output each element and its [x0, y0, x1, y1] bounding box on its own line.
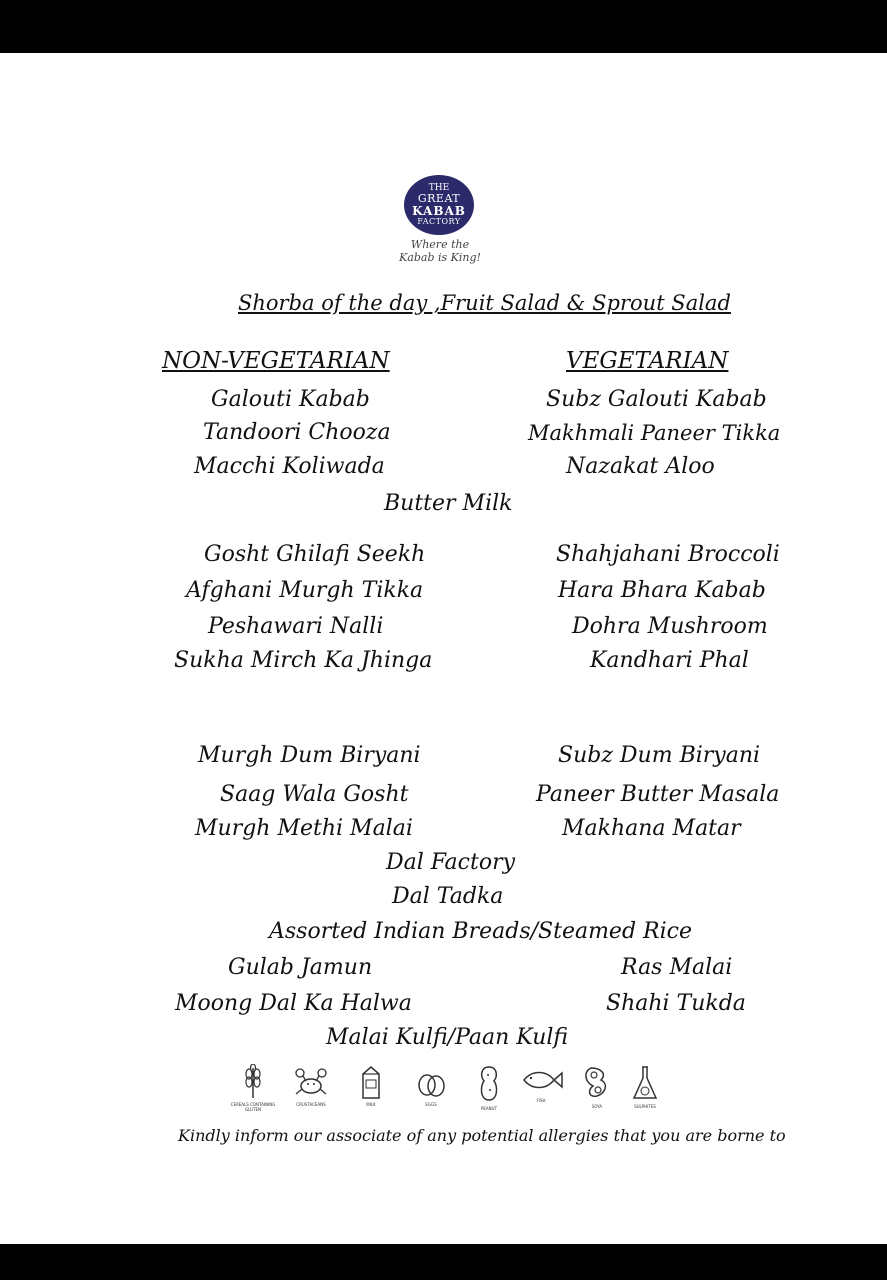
- allergen-gluten: [228, 1064, 278, 1112]
- logo-line-2: GREAT: [417, 192, 461, 205]
- veg-heading: VEGETARIAN: [566, 348, 729, 374]
- logo-tagline: [370, 238, 510, 264]
- kulfi-item: Malai Kulfi/Paan Kulfi: [326, 1025, 569, 1050]
- menu-item: Subz Dum Biryani: [558, 743, 761, 768]
- allergen-icons: [228, 1064, 668, 1124]
- menu-item: Shahjahani Broccoli: [556, 542, 780, 567]
- allergen-crustaceans: [286, 1064, 336, 1107]
- menu-item: Nazakat Aloo: [566, 454, 715, 479]
- egg-icon: [414, 1064, 448, 1100]
- crab-icon: [294, 1064, 328, 1100]
- menu-item: Murgh Dum Biryani: [198, 743, 421, 768]
- fish-icon: [518, 1064, 564, 1096]
- allergen-label: SULPHITES: [634, 1104, 656, 1109]
- menu-item: Dal Factory: [386, 850, 516, 875]
- allergy-note: Kindly inform our associate of any potential allergies that you are borne to: [178, 1126, 786, 1145]
- menu-item: Gulab Jamun: [228, 955, 373, 980]
- allergen-label: CEREALS CONTAINING GLUTEN: [230, 1102, 276, 1112]
- menu-item: Kandhari Phal: [590, 648, 749, 673]
- menu-item: Moong Dal Ka Halwa: [175, 991, 412, 1016]
- logo-line-3: KABAB: [412, 204, 466, 218]
- allergen-sulphites: [620, 1064, 670, 1109]
- menu-item: Peshawari Nalli: [208, 614, 384, 639]
- menu-item: Shahi Tukda: [606, 991, 746, 1016]
- non-veg-heading: NON-VEGETARIAN: [162, 348, 390, 374]
- menu-item: Dal Tadka: [392, 884, 504, 909]
- allergen-soy: [572, 1064, 622, 1109]
- logo-line-4: FACTORY: [417, 217, 461, 226]
- allergen-fish: [516, 1064, 566, 1103]
- milk-carton-icon: [356, 1064, 386, 1100]
- allergen-label: CRUSTACEANS: [296, 1102, 326, 1107]
- allergen-eggs: [406, 1064, 456, 1107]
- menu-item: Macchi Koliwada: [194, 454, 385, 479]
- soup-salad-line: Shorba of the day ,Fruit Salad & Sprout Salad: [238, 291, 731, 315]
- menu-item: Subz Galouti Kabab: [546, 387, 767, 412]
- breads-rice-item: Assorted Indian Breads/Steamed Rice: [269, 919, 692, 944]
- allergen-milk: [346, 1064, 396, 1107]
- menu-item: Dohra Mushroom: [572, 614, 768, 639]
- allergen-peanut: [464, 1064, 514, 1111]
- allergen-label: PEANUT: [480, 1106, 498, 1111]
- tagline-line-1: Where the: [410, 238, 470, 251]
- menu-item: Tandoori Chooza: [203, 420, 391, 445]
- menu-item: Makhana Matar: [562, 816, 741, 841]
- menu-item: Hara Bhara Kabab: [558, 578, 766, 603]
- beverage-item: Butter Milk: [384, 491, 513, 516]
- menu-item: Ras Malai: [621, 955, 733, 980]
- allergen-label: MILK: [366, 1102, 376, 1107]
- peanut-icon: [474, 1064, 504, 1104]
- menu-item: Saag Wala Gosht: [220, 782, 409, 807]
- menu-item: Makhmali Paneer Tikka: [528, 421, 781, 445]
- soy-icon: [581, 1064, 613, 1102]
- menu-item: Sukha Mirch Ka Jhinga: [174, 648, 433, 673]
- menu-item: Gosht Ghilafi Seekh: [204, 542, 426, 567]
- allergen-label: FISH: [536, 1098, 546, 1103]
- wheat-icon: [238, 1064, 268, 1100]
- menu-item: Galouti Kabab: [211, 387, 370, 412]
- allergen-label: SOYA: [591, 1104, 603, 1109]
- sulphites-flask-icon: [630, 1064, 660, 1102]
- tagline-line-2: Kabab is King!: [399, 251, 481, 264]
- logo-line-1: THE: [428, 183, 450, 193]
- allergen-label: EGGS: [425, 1102, 437, 1107]
- restaurant-logo: [404, 175, 474, 235]
- menu-item: Paneer Butter Masala: [536, 782, 780, 807]
- menu-item: Murgh Methi Malai: [195, 816, 413, 841]
- menu-item: Afghani Murgh Tikka: [186, 578, 424, 603]
